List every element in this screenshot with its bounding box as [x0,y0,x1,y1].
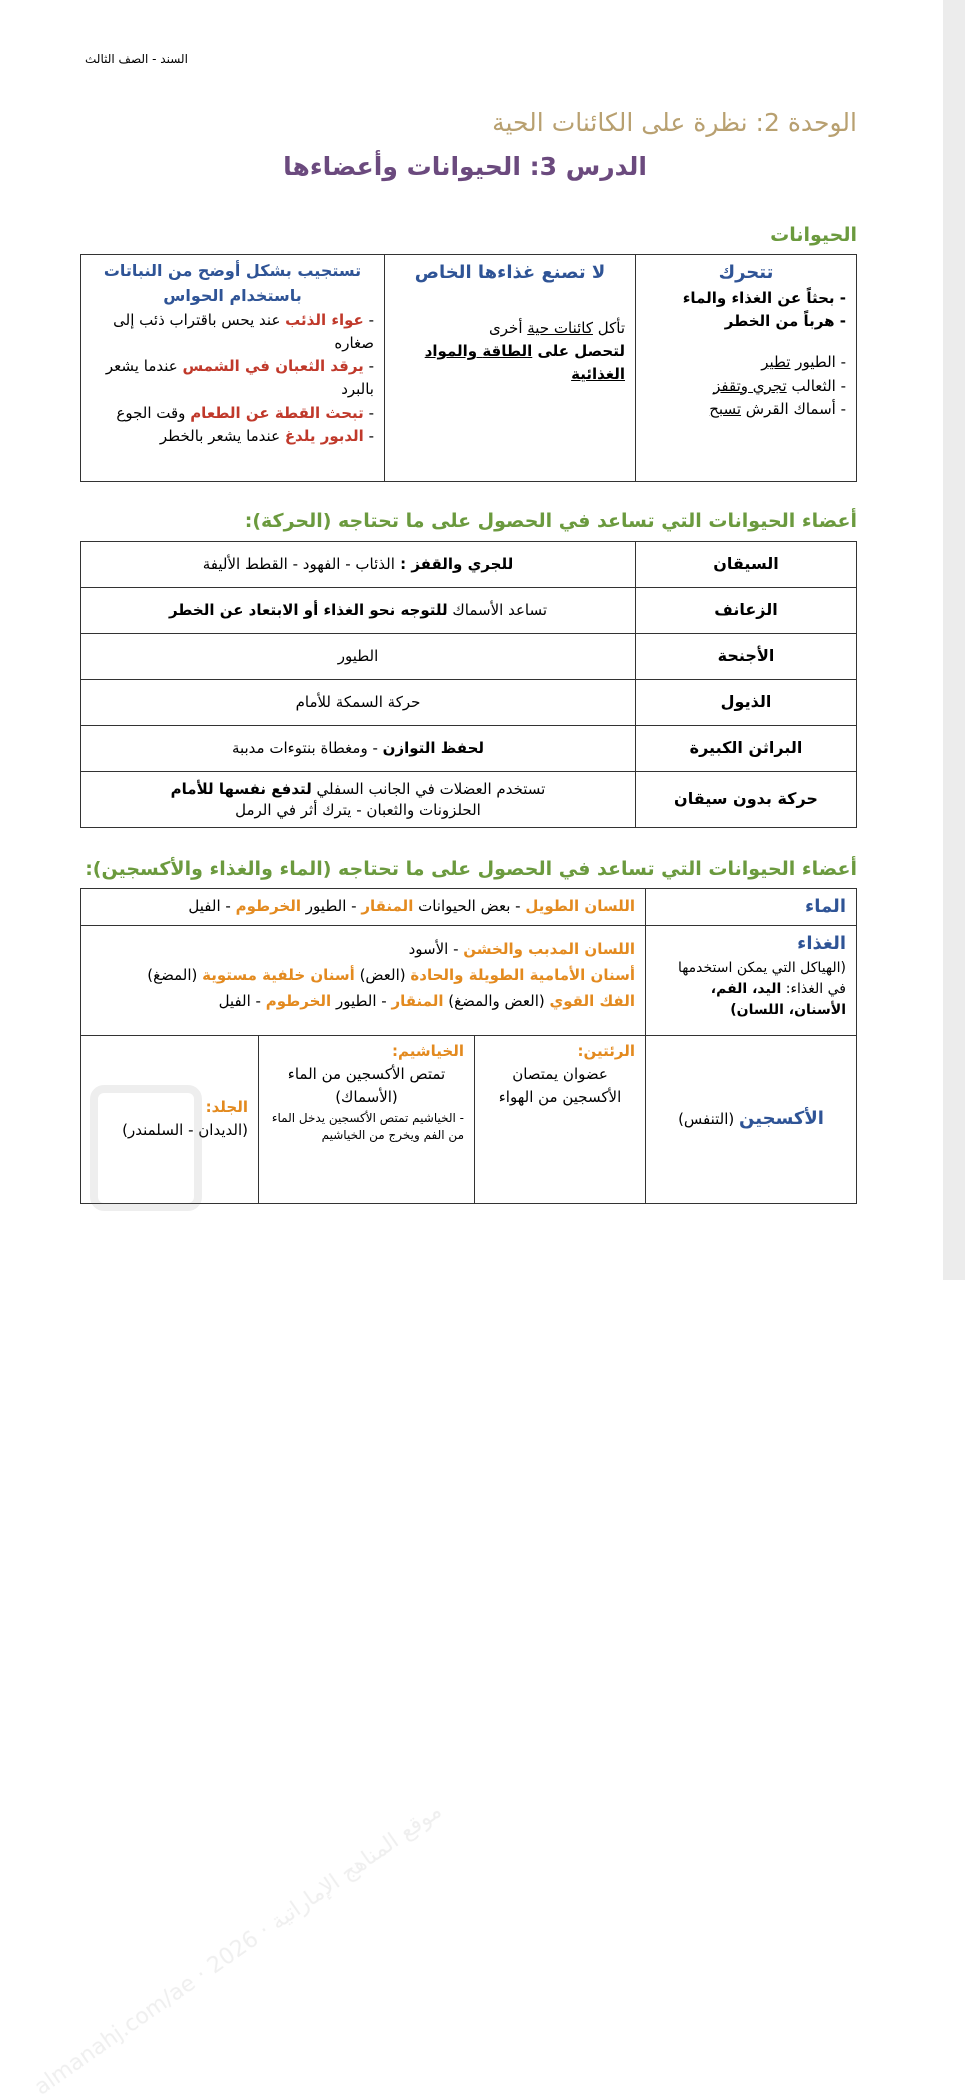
food-t3: (المضغ) [147,966,203,985]
move-e2-verb: تجري وتقفز [713,376,787,395]
lungs-cell [475,1035,646,1203]
food-line2 [91,962,635,988]
page-edge [943,0,965,1280]
water-t1: - بعض الحيوانات [413,897,526,916]
organ-cell: السيقان [636,542,857,588]
desc-bold: لتدفع نفسها للأمام [170,780,312,799]
table-row [81,634,857,680]
table-row [81,588,857,634]
sense-i4-text: عندما يشعر بالخطر [159,426,285,445]
grade-header: السند - الصف الثالث [85,52,188,66]
desc-text: الذئاب - الفهود - القطط الأليفة [202,554,395,573]
skin-head: الجلد: [205,1098,248,1117]
watermark-text: almanahj.com/ae · 2026 · موقع المناهج الإماراتية [30,1798,447,2100]
section2-title: أعضاء الحيوانات التي تساعد في الحصول على ما تحتاجه (الحركة): [244,510,857,532]
food-o2: أسنان الأمامية الطويلة والحادة [410,966,635,985]
unit-title: الوحدة 2: نظرة على الكائنات الحية [492,108,857,137]
sense-i3: - تبحث القطة عن الطعام وقت الجوع [116,403,374,422]
food-line3 [91,988,635,1014]
organ-cell: حركة بدون سيقان [636,772,857,828]
lesson-title: الدرس 3: الحيوانات وأعضاءها [283,152,647,181]
food-t1: - الأسود [408,939,464,958]
sense-i1-red: عواء الذئب [285,310,364,329]
food-cell [385,255,636,482]
desc-bold: للتوجه نحو الغذاء أو الابتعاد عن الخطر [168,600,448,619]
desc-cell [81,772,636,828]
table-row [81,680,857,726]
skin-text: (الديدان - السلمندر) [122,1121,248,1140]
desc-line1 [91,779,625,799]
food-l1c: أخرى [489,318,528,337]
move-e2 [646,375,846,398]
move-e3 [646,398,846,421]
sense-i2-red: يرقد الثعبان في الشمس [182,357,364,376]
oxygen-label: الأكسجين [739,1108,824,1130]
move-cell [636,255,857,482]
move-head: تتحرك [718,262,774,283]
oxygen-paren: (التنفس) [678,1110,740,1129]
sense-i2: - يرقد الثعبان في الشمس عندما يشعر بالبرد [105,357,374,399]
animals-table [80,254,857,482]
desc-text: تساعد الأسماك [447,600,548,619]
watermark-seal-icon [90,1085,202,1211]
food-t5: - الطيور [331,992,392,1011]
food-desc-bold: اليد، الفم، الأسنان، اللسان) [710,980,846,1018]
sense-cell [81,255,385,482]
food-line1 [91,936,635,962]
gills-note: - الخياشيم تمتص الأكسجين يدخل الماء من الفم ويخرج من الخياشيم [271,1110,464,1143]
food-desc-cell [81,925,646,1035]
food-o5: المنقار [391,992,444,1011]
water-o1: اللسان الطويل [525,897,635,916]
organ-cell: الأجنحة [636,634,857,680]
water-desc [81,889,646,926]
food-row [81,925,857,1035]
food-t4: (العض والمضغ) [443,992,550,1011]
water-row [81,889,857,926]
desc-bold: لحفظ التوازن [382,738,485,757]
oxygen-label-cell [646,1035,857,1203]
water-t3: - الفيل [188,897,236,916]
desc-bold: للجري والقفز : [394,554,514,573]
move-b2: - هرباً من الخطر [724,312,846,331]
move-e1-text: - الطيور [790,353,846,372]
lungs-text: عضوان يمتصان الأكسجين من الهواء [498,1065,622,1107]
move-e1 [646,351,846,374]
sense-i1-text: عند يحس باقتراب ذئب إلى صغاره [113,310,374,352]
sense-i1: - عواء الذئب عند يحس باقتراب ذئب إلى صغاره [113,310,374,352]
food-l1b: كائنات حية [527,318,593,337]
food-l1 [395,317,625,340]
food-label: الغذاء [797,932,846,954]
food-o4: الفك القوي [549,992,635,1011]
water-label: الماء [646,889,857,926]
organ-cell: الذيول [636,680,857,726]
table-row [81,772,857,828]
move-b1: - بحثاً عن الغذاء والماء [682,288,846,307]
food-l2c: والمواد الغذائية [424,342,625,384]
food-label-cell [646,925,857,1035]
food-l2a: لتحصل على [532,342,625,361]
food-l2 [395,340,625,387]
food-desc-text: (الهياكل التي يمكن استخدمها في الغذاء: [677,959,846,997]
desc-cell: الطيور [81,634,636,680]
section1-title: الحيوانات [770,224,857,246]
move-e3-verb: تسبح [709,399,742,418]
food-desc [656,958,846,1021]
move-e3-text: - أسماك القرش [741,399,846,418]
food-t2: (العض) [354,966,411,985]
desc-cell [81,588,636,634]
water-t2: - الطيور [301,897,362,916]
desc-cell [81,542,636,588]
water-o3: الخرطوم [235,897,302,916]
food-o6: الخرطوم [265,992,332,1011]
organ-cell: البراثن الكبيرة [636,726,857,772]
food-head: لا تصنع غذاءها الخاص [414,262,606,283]
gills-text: تمتص الأكسجين من الماء (الأسماك) [287,1065,446,1107]
desc-cell [81,726,636,772]
food-t6: - الفيل [218,992,266,1011]
table-row [81,542,857,588]
section3-title: أعضاء الحيوانات التي تساعد في الحصول على ما تحتاجه (الماء والغذاء والأكسجين): [85,858,857,880]
desc-text: تستخدم العضلات في الجانب السفلي [311,780,546,799]
move-e2-text: - الثعالب [786,376,846,395]
desc-cell: حركة السمكة للأمام [81,680,636,726]
table-row [81,726,857,772]
movement-table [80,541,857,828]
desc-line2: الحلزونات والثعبان - يترك أثر في الرمل [235,800,481,819]
lungs-head: الرئتين: [577,1041,635,1060]
water-o2: المنقار [361,897,414,916]
food-l2b: الطاقة [482,342,533,361]
food-l1a: تأكل [592,318,625,337]
sense-i4-red: الدبور يلدغ [284,426,364,445]
gills-head: الخياشيم: [392,1041,464,1060]
sense-head: تستجيب بشكل أوضح من النباتات باستخدام الحواس [103,261,362,305]
desc-text: - ومغطاة بنتوءات مدببة [231,738,383,757]
food-o3: أسنان خلفية مستوية [202,966,355,985]
gills-cell [259,1035,475,1203]
sense-i3-text: وقت الجوع [116,403,191,422]
food-o1: اللسان المدبب والخشن [463,939,635,958]
sense-i3-red: تبحث القطة عن الطعام [190,403,364,422]
sense-i2-text: عندما يشعر بالبرد [105,357,374,399]
sense-i4: - الدبور يلدغ عندما يشعر بالخطر [159,426,374,445]
move-e1-verb: تطير [761,353,791,372]
organ-cell: الزعانف [636,588,857,634]
